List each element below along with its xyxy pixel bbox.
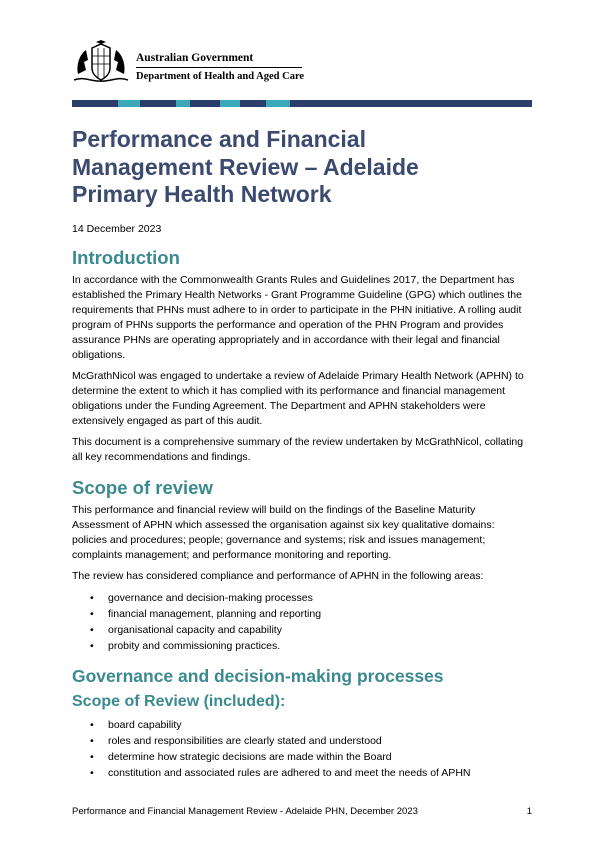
list-item: • board capability xyxy=(72,717,532,733)
stripe-segment xyxy=(140,100,176,107)
scope-heading: Scope of review xyxy=(72,476,213,498)
government-name: Australian Government xyxy=(136,52,254,64)
header-stripe xyxy=(72,100,532,107)
introduction-paragraph: This document is a comprehensive summary of the review undertaken by McGrathNicol, collating all key recommendations and findings. xyxy=(72,435,524,463)
governance-list xyxy=(72,717,532,781)
document-body xyxy=(72,126,532,787)
stripe-segment xyxy=(240,100,266,107)
scope-paragraph: This performance and financial review will build on the findings of the Baseline Maturity Assessment of APHN which assessed the organisation against six key qualitative domains: policies and procedures; people; governance and systems; risk and issues management; complaints management; and performance monitoring and reporting. xyxy=(72,503,495,561)
scope-list xyxy=(72,590,532,654)
letterhead xyxy=(72,40,372,84)
stripe-segment xyxy=(72,100,118,107)
stripe-segment xyxy=(176,100,190,107)
list-item: • determine how strategic decisions are made within the Board xyxy=(72,749,532,765)
stripe-segment xyxy=(220,100,240,107)
stripe-segment xyxy=(266,100,290,107)
stripe-segment xyxy=(190,100,220,107)
footer-text: Performance and Financial Management Review - Adelaide PHN, December 2023 xyxy=(72,806,418,817)
document-date: 14 December 2023 xyxy=(72,222,162,235)
introduction-paragraph: In accordance with the Commonwealth Grants Rules and Guidelines 2017, the Department has established the Primary Health Networks - Grant Programme Guideline (GPG) which outlines the requirements that PHNs must adhere to in order to participate in the PHN initiative. A rolling audit program of PHNs supports the performance and operation of the PHN Program and provides assurance PHNs are operating appropriately and in accordance with their legal and financial obligations. xyxy=(72,273,522,361)
stripe-segment xyxy=(118,100,140,107)
stripe-segment xyxy=(290,100,532,107)
introduction-paragraph: McGrathNicol was engaged to undertake a review of Adelaide Primary Health Network (APHN) to determine the extent to which it has complied with its performance and financial management obligations under the Funding Agreement. The Department and APHN stakeholders were extensively engaged as part of this audit. xyxy=(72,369,524,427)
page-footer xyxy=(72,806,532,817)
list-item: • probity and commissioning practices. xyxy=(72,638,532,654)
header-divider xyxy=(136,67,302,68)
document-title: Performance and Financial Management Review – Adelaide Primary Health Network xyxy=(72,126,419,207)
coat-of-arms-icon xyxy=(72,40,130,84)
list-item: • governance and decision-making processes xyxy=(72,590,532,606)
introduction-heading: Introduction xyxy=(72,246,180,268)
list-item: • constitution and associated rules are adhered to and meet the needs of APHN xyxy=(72,765,532,781)
governance-subheading: Scope of Review (included): xyxy=(72,692,286,710)
list-item: • financial management, planning and reporting xyxy=(72,606,532,622)
department-name: Department of Health and Aged Care xyxy=(136,71,305,82)
scope-paragraph: The review has considered compliance and performance of APHN in the following areas: xyxy=(72,569,484,582)
list-item: • organisational capacity and capability xyxy=(72,622,532,638)
page-number: 1 xyxy=(526,806,532,817)
list-item: • roles and responsibilities are clearly stated and understood xyxy=(72,733,532,749)
governance-heading: Governance and decision-making processes xyxy=(72,665,444,686)
